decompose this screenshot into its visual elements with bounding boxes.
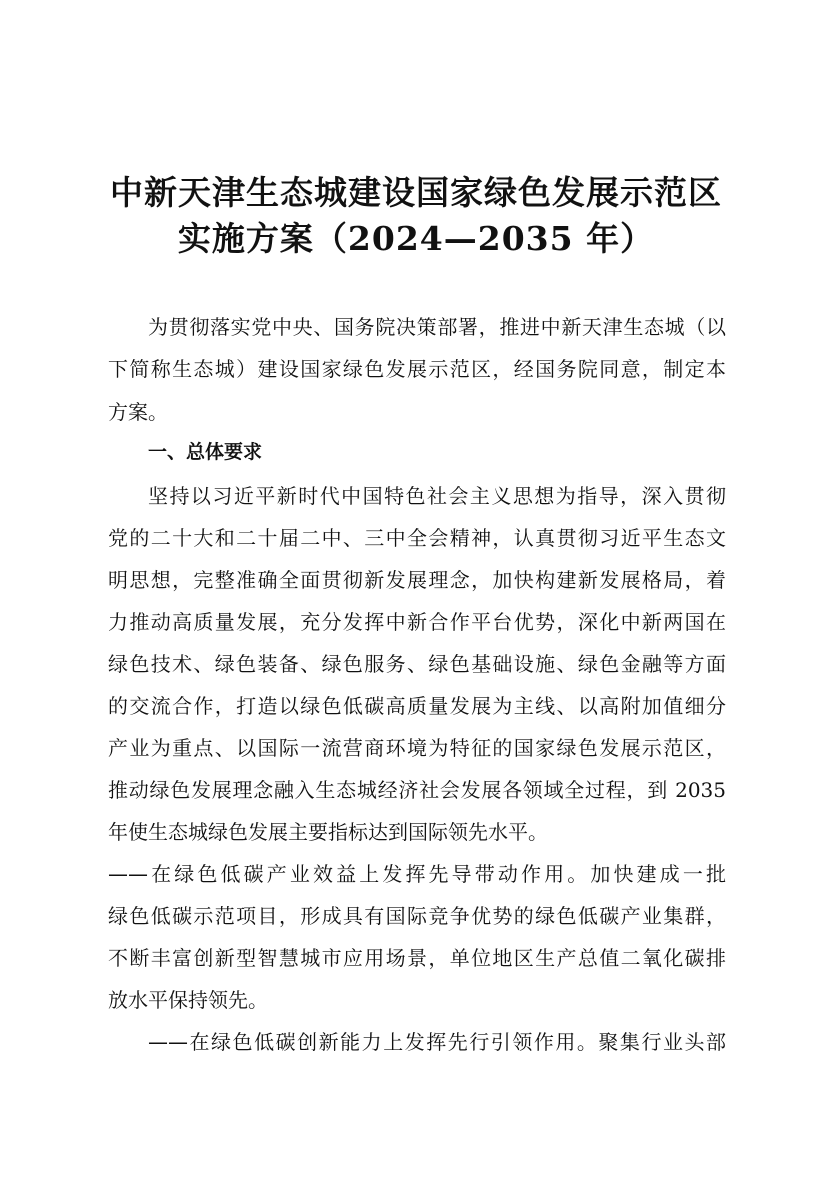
section1-line-9: 年使生态城绿色发展主要指标达到国际领先水平。: [108, 820, 548, 844]
document-title-line-2: 实施方案（2024—2035 年）: [177, 219, 655, 258]
section1-line-5: 绿色技术、绿色装备、绿色服务、绿色基础设施、绿色金融等方面: [108, 652, 726, 676]
goal2-line-1: [148, 1028, 726, 1056]
goal1-first-rest: 加快建成一批: [590, 862, 727, 886]
goal1-line-2: 绿色低碳示范项目，形成具有国际竞争优势的绿色低碳产业集群，: [108, 904, 726, 928]
intro-line-2: 下简称生态城）建设国家绿色发展示范区，经国务院同意，制定本: [108, 357, 726, 381]
section1-line-7: 产业为重点、以国际一流营商环境为特征的国家绿色发展示范区，: [108, 736, 726, 760]
document-title-line-1: 中新天津生态城建设国家绿色发展示范区: [110, 173, 722, 212]
goal2-first-rest: 聚集行业头部: [598, 1030, 727, 1054]
section1-line-6: 的交流合作，打造以绿色低碳高质量发展为主线、以高附加值细分: [108, 694, 726, 718]
goal1-line-4: 放水平保持领先。: [108, 988, 268, 1012]
intro-line-3: 方案。: [108, 400, 168, 424]
goal1-line-1: [108, 860, 726, 888]
section1-line-4: 力推动高质量发展，充分发挥中新合作平台优势，深化中新两国在: [108, 610, 726, 634]
section1-line-1: 坚持以习近平新时代中国特色社会主义思想为指导，深入贯彻: [148, 484, 726, 508]
goal1-lead: ——在绿色低碳产业效益上发挥先导带动作用。: [108, 862, 591, 886]
goal1-line-3: 不断丰富创新型智慧城市应用场景，单位地区生产总值二氧化碳排: [108, 946, 726, 970]
goal2-lead: ——在绿色低碳创新能力上发挥先行引领作用。: [148, 1030, 599, 1054]
intro-line-1: 为贯彻落实党中央、国务院决策部署，推进中新天津生态城（以: [148, 315, 726, 339]
section1-line-3: 明思想，完整准确全面贯彻新发展理念，加快构建新发展格局，着: [108, 568, 726, 592]
section1-line-2: 党的二十大和二十届二中、三中全会精神，认真贯彻习近平生态文: [108, 526, 726, 550]
section1-line-8: 推动绿色发展理念融入生态城经济社会发展各领域全过程，到 2035: [108, 778, 726, 802]
section-heading: 一、总体要求: [148, 441, 263, 463]
